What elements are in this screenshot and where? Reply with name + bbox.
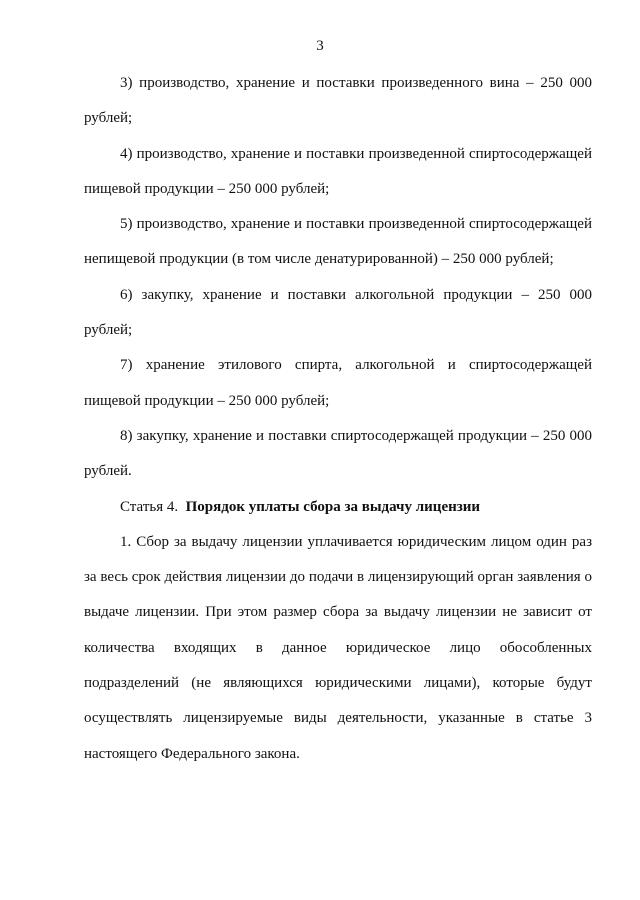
list-item-4: 4) производство, хранение и поставки произведенной спиртосодержащей пищевой продукции – 250 000 рублей; [84, 145, 592, 197]
article-paragraph: 1. Сбор за выдачу лицензии уплачивается юридическим лицом один раз за весь срок действия лицензии до подачи в лицензирующий орган заявления о выдаче лицензии. При этом размер сбора за выдачу лицензии не зависит от количества входящих в данное юридическое лицо обособленных подразделений (не являющихся юридическими лицами), которые будут осуществлять лицензируемые виды деятельности, указанные в статье 3 настоящего Федерального закона. [84, 533, 592, 762]
list-item-8: 8) закупку, хранение и поставки спиртосодержащей продукции – 250 000 рублей. [84, 427, 592, 480]
list-item-3: 3) производство, хранение и поставки произведенного вина – 250 000 рублей; [84, 75, 592, 127]
list-item-6: 6) закупку, хранение и поставки алкогольной продукции – 250 000 рублей; [84, 286, 592, 339]
page-number: 3 [316, 38, 324, 54]
article-heading [84, 490, 592, 525]
document-body [84, 66, 592, 772]
article-label: Статья 4. [120, 498, 179, 515]
article-title: Порядок уплаты сбора за выдачу лицензии [185, 498, 481, 515]
list-item-7: 7) хранение этилового спирта, алкогольной и спиртосодержащей пищевой продукции – 250 000 рублей; [84, 357, 592, 409]
list-item-5: 5) производство, хранение и поставки произведенной спиртосодержащей непищевой продукции (в том числе денатурированной) – 250 000 рублей; [84, 216, 592, 268]
